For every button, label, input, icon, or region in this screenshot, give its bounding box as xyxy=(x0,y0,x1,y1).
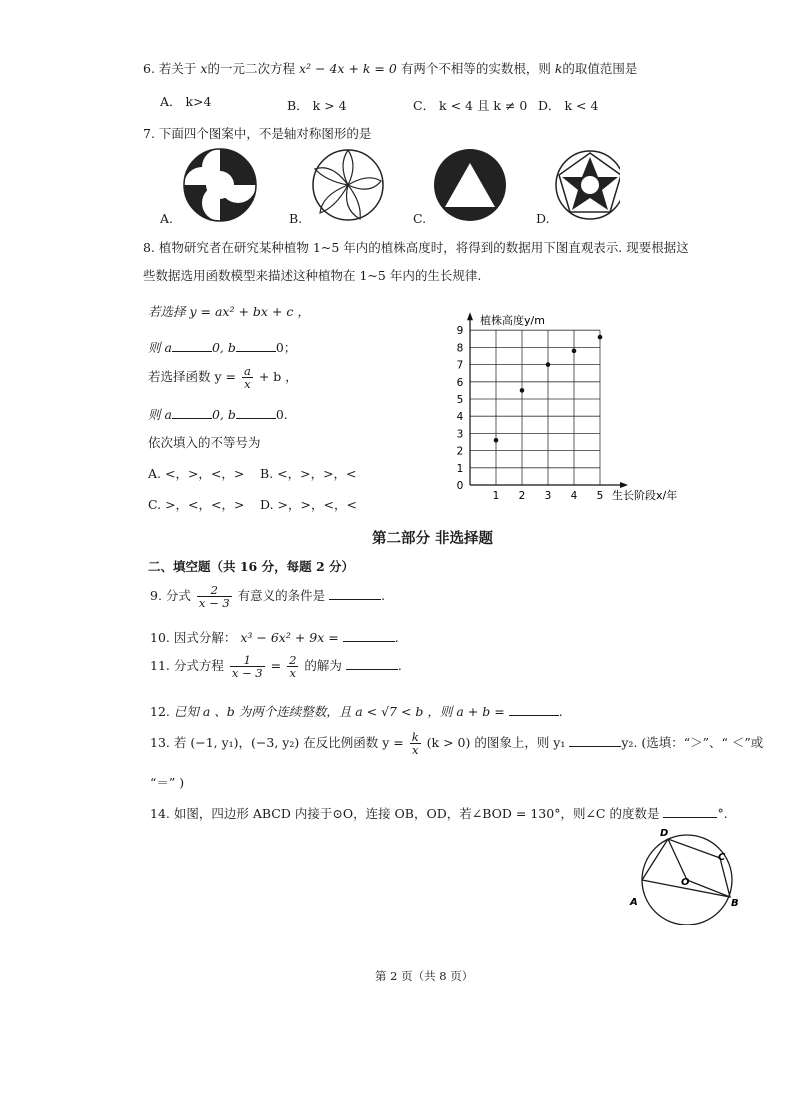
data-point xyxy=(520,388,525,393)
y-tick-label: 1 xyxy=(456,462,464,475)
y-tick-label: 4 xyxy=(456,411,464,424)
y-tick-label: 6 xyxy=(456,376,464,389)
data-point xyxy=(546,362,551,367)
segment-ob xyxy=(687,880,730,897)
q8-case1: 若选择 y = ax² + bx + c ， xyxy=(148,304,310,319)
q10-answer-blank[interactable] xyxy=(343,629,395,642)
q14-answer-blank[interactable] xyxy=(663,805,717,818)
q6-option-a[interactable]: A． k>4 xyxy=(160,94,212,109)
q13-answer-blank[interactable] xyxy=(569,734,621,747)
y-tick-label: 9 xyxy=(456,325,464,338)
q8-case2: 若选择函数 y = $\frac{a}{x}$ + b ， xyxy=(148,364,298,392)
x-tick-label: 4 xyxy=(570,490,578,502)
q11-answer-blank[interactable] xyxy=(346,657,398,670)
x-axis-arrow xyxy=(620,482,628,488)
growth-scatter-chart xyxy=(440,300,700,510)
y-tick-label: 7 xyxy=(456,359,464,372)
q7-label-b[interactable]: B. xyxy=(289,211,303,226)
q14-circle-figure xyxy=(620,825,745,925)
q14: 14. 如图，四边形 ABCD 内接于⊙O，连接 OB，OD，若∠BOD = 130°，则∠C 的度数是 °. xyxy=(150,806,728,821)
q8-option-d[interactable]: D. >，>，<，< xyxy=(260,497,357,512)
q8-stem-line1: 8. 植物研究者在研究某种植物 1~5 年内的植株高度时，将得到的数据用下图直观表示. 现要根据这 xyxy=(143,240,689,255)
q8-stem-line2: 些数据选用函数模型来描述这种植物在 1~5 年内的生长规律. xyxy=(143,268,482,283)
x-tick-label: 3 xyxy=(544,490,552,502)
q7-label-a[interactable]: A. xyxy=(160,211,174,226)
q6-option-b[interactable]: B． k > 4 xyxy=(287,98,347,113)
y-tick-label: 8 xyxy=(456,342,464,355)
section-fill-blank: 二、填空题（共 16 分，每题 2 分） xyxy=(148,559,355,574)
q6-option-c[interactable]: C． k < 4 且 k ≠ 0 xyxy=(413,98,528,113)
q7-stem: 7. 下面四个图案中，不是轴对称图形的是 xyxy=(143,126,372,141)
q8-then1: 则 a 0, b 0； xyxy=(148,340,297,355)
q8-blank-4[interactable] xyxy=(236,406,276,419)
data-point xyxy=(494,438,499,443)
label-c: C xyxy=(718,852,726,863)
data-point xyxy=(598,335,603,340)
q8-fill-prompt: 依次填入的不等号为 xyxy=(148,435,261,450)
q8-option-c[interactable]: C. >，<，<，> xyxy=(148,497,245,512)
figure-d-star[interactable] xyxy=(556,151,620,219)
x-axis-label: 生长阶段x/年 xyxy=(612,489,678,502)
q8-blank-2[interactable] xyxy=(236,339,276,352)
label-o: O xyxy=(681,877,690,888)
q7-label-c[interactable]: C. xyxy=(413,211,427,226)
q8-blank-1[interactable] xyxy=(172,339,212,352)
q6-option-d[interactable]: D． k < 4 xyxy=(538,98,599,113)
q12: 12. 已知 a 、b 为两个连续整数，且 a < √7 < b ，则 a + b = . xyxy=(150,704,563,719)
q13: 13. 若 (−1, y₁)，(−3, y₂) 在反比例函数 y = $\frac{k}{x}$ (k > 0) 的图象上，则 y₁ y₂. (选填：“＞”、“ ＜”或 xyxy=(150,730,764,758)
x-tick-label: 2 xyxy=(518,490,526,502)
q9-answer-blank[interactable] xyxy=(329,587,381,600)
q6-stem: 6. 若关于 x的一元二次方程 x² − 4x + k = 0 有两个不相等的实数根，则 k的取值范围是 xyxy=(143,61,638,76)
y-tick-label: 5 xyxy=(456,394,464,406)
page-footer: 第 2 页（共 8 页） xyxy=(375,969,474,983)
q8-option-b[interactable]: B. <，>，>，< xyxy=(260,466,357,481)
figure-c-triangle[interactable] xyxy=(434,149,506,221)
q13-line2: “＝” ) xyxy=(150,775,185,790)
q9: 9. 分式 $\frac{2}{x - 3}$ 有意义的条件是 . xyxy=(150,583,386,611)
part2-heading: 第二部分 非选择题 xyxy=(372,530,494,547)
figure-b-petals[interactable] xyxy=(313,150,383,220)
q12-answer-blank[interactable] xyxy=(509,703,559,716)
q10: 10. 因式分解： x³ − 6x² + 9x = . xyxy=(150,630,399,645)
q11: 11. 分式方程 $\frac{1}{x - 3}$ = $\frac{2}{x}$ 的解为 . xyxy=(150,653,402,681)
label-b: B xyxy=(731,898,739,909)
q8-blank-3[interactable] xyxy=(172,406,212,419)
data-point xyxy=(572,349,577,354)
y-tick-label: 3 xyxy=(456,428,464,441)
q7-label-d[interactable]: D. xyxy=(536,211,550,226)
label-a: A xyxy=(630,897,638,908)
q8-option-a[interactable]: A. <，>，<，> xyxy=(148,466,245,481)
y-axis-arrow xyxy=(467,312,473,320)
figure-a-pinwheel[interactable] xyxy=(184,149,256,221)
y-axis-label: 植株高度y/m xyxy=(480,314,545,328)
y-tick-label: 0 xyxy=(456,480,464,492)
x-tick-label: 1 xyxy=(492,490,500,502)
y-tick-label: 2 xyxy=(456,445,464,458)
x-tick-label: 5 xyxy=(596,490,604,502)
label-d: D xyxy=(660,828,669,839)
q8-then2: 则 a 0, b 0. xyxy=(148,407,288,422)
